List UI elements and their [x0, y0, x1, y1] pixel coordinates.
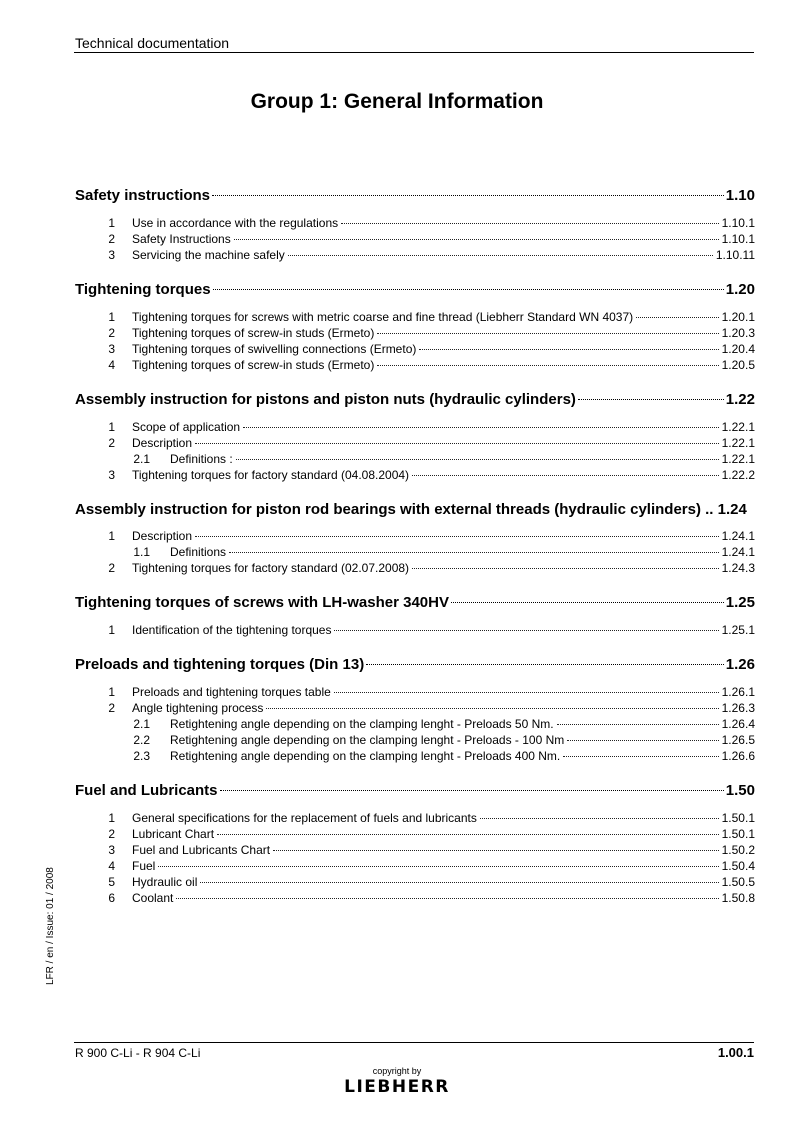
entry-number: 1 — [108, 685, 115, 699]
toc-entry[interactable] — [75, 231, 755, 247]
copyright-text: copyright by — [372, 1066, 422, 1076]
toc-entry[interactable] — [75, 325, 755, 341]
dot-leader — [273, 850, 719, 851]
toc-entry[interactable] — [75, 451, 755, 467]
entry-page: 1.22.1 — [721, 452, 755, 466]
dot-leader — [412, 475, 719, 476]
dot-leader — [412, 568, 719, 569]
dot-leader — [217, 834, 719, 835]
entry-title: Retightening angle depending on the clamping lenght - Preloads 400 Nm. — [170, 749, 561, 763]
dot-leader — [419, 349, 718, 350]
entry-page: 1.24.1 — [721, 529, 755, 543]
dot-leader — [366, 664, 724, 665]
toc-entry[interactable] — [75, 419, 755, 435]
dot-leader — [567, 740, 718, 741]
entry-page: 1.20.5 — [721, 358, 755, 372]
toc-entry[interactable] — [75, 858, 755, 874]
toc-entry[interactable] — [75, 748, 755, 764]
entry-title: Safety Instructions — [132, 232, 231, 246]
toc-entry[interactable] — [75, 810, 755, 826]
section-heading[interactable] — [75, 280, 755, 300]
entry-title: Description — [132, 436, 193, 450]
header-text: Technical documentation — [75, 35, 230, 51]
toc-entry[interactable] — [75, 890, 755, 906]
toc-entry[interactable] — [75, 435, 755, 451]
dot-leader — [158, 866, 718, 867]
section-title: Tightening torques of screws with LH-washer 340HV — [75, 594, 449, 611]
entry-number: 4 — [108, 859, 115, 873]
entry-number: 2 — [108, 827, 115, 841]
section-page: 1.10 — [725, 187, 755, 204]
section-title: Tightening torques — [75, 281, 211, 298]
entry-title: Lubricant Chart — [132, 827, 215, 841]
entry-page: 1.22.1 — [721, 420, 755, 434]
entry-title: Hydraulic oil — [132, 875, 198, 889]
toc-entry[interactable] — [75, 467, 755, 483]
entry-title: Tightening torques for screws with metric coarse and fine thread (Liebherr Standard WN 4037) — [132, 310, 634, 324]
toc-entry[interactable] — [75, 874, 755, 890]
entry-number: 1 — [108, 623, 115, 637]
dot-leader — [266, 708, 718, 709]
entry-number: 2 — [108, 326, 115, 340]
entry-page: 1.24.1 — [721, 545, 755, 559]
toc-entry[interactable] — [75, 341, 755, 357]
entry-page: 1.22.1 — [721, 436, 755, 450]
toc-section — [75, 280, 755, 373]
dot-leader — [195, 443, 719, 444]
dot-leader — [451, 602, 724, 603]
toc-entry[interactable] — [75, 215, 755, 231]
entry-title: Definitions : — [170, 452, 233, 466]
entry-number: 1 — [108, 420, 115, 434]
entry-number: 2.1 — [133, 717, 150, 731]
entry-number: 4 — [108, 358, 115, 372]
entry-page: 1.50.1 — [721, 811, 755, 825]
entry-number: 3 — [108, 843, 115, 857]
entry-title: Tightening torques of swivelling connections (Ermeto) — [132, 342, 417, 356]
entry-page: 1.20.1 — [721, 310, 755, 324]
section-page: 1.26 — [725, 656, 755, 673]
entry-title: Preloads and tightening torques table — [132, 685, 331, 699]
entry-number: 5 — [108, 875, 115, 889]
entry-title: Definitions — [170, 545, 227, 559]
toc-section — [75, 186, 755, 263]
entry-title: Use in accordance with the regulations — [132, 216, 339, 230]
entry-page: 1.26.1 — [721, 685, 755, 699]
entry-number: 1 — [108, 529, 115, 543]
section-page: 1.50 — [725, 782, 755, 799]
entry-page: 1.26.6 — [721, 749, 755, 763]
toc-entry[interactable] — [75, 716, 755, 732]
dot-leader — [377, 365, 718, 366]
toc-entry[interactable] — [75, 684, 755, 700]
entry-number: 1 — [108, 310, 115, 324]
entry-page: 1.10.11 — [715, 248, 755, 262]
entry-page: 1.50.8 — [721, 891, 755, 905]
table-of-contents — [75, 186, 755, 923]
dot-leader — [578, 399, 724, 400]
section-title: Safety instructions — [75, 187, 211, 204]
dot-leader — [212, 195, 724, 196]
section-heading[interactable] — [75, 781, 755, 801]
entry-page: 1.26.3 — [721, 701, 755, 715]
dot-leader — [236, 459, 719, 460]
dot-leader — [234, 239, 719, 240]
entry-number: 3 — [108, 342, 115, 356]
section-title: Preloads and tightening torques (Din 13) — [75, 656, 365, 673]
footer-page-number: 1.00.1 — [717, 1045, 754, 1060]
section-page: 1.22 — [725, 391, 755, 408]
liebherr-logo: LIEBHERR — [344, 1077, 450, 1097]
toc-entry[interactable] — [75, 622, 755, 638]
entry-page: 1.10.1 — [721, 216, 755, 230]
toc-entry[interactable] — [75, 732, 755, 748]
entry-page: 1.50.2 — [721, 843, 755, 857]
dot-leader — [563, 756, 718, 757]
dot-leader — [243, 427, 719, 428]
section-heading[interactable] — [75, 500, 755, 519]
dot-leader — [341, 223, 719, 224]
toc-section — [75, 500, 755, 576]
toc-entry[interactable] — [75, 309, 755, 325]
toc-entry[interactable] — [75, 528, 755, 544]
entry-title: Tightening torques of screw-in studs (Ermeto) — [132, 326, 375, 340]
entry-title: Identification of the tightening torques — [132, 623, 332, 637]
toc-entry[interactable] — [75, 700, 755, 716]
entry-title: Fuel and Lubricants Chart — [132, 843, 271, 857]
toc-section — [75, 655, 755, 764]
entry-page: 1.10.1 — [721, 232, 755, 246]
dot-leader — [213, 289, 724, 290]
toc-entry[interactable] — [75, 544, 755, 560]
footer-models: R 900 C-Li - R 904 C-Li — [75, 1046, 201, 1060]
entry-number: 1 — [108, 216, 115, 230]
section-title: Fuel and Lubricants — [75, 782, 218, 799]
dot-leader — [220, 790, 724, 791]
entry-title: Coolant — [132, 891, 174, 905]
section-heading[interactable] — [75, 390, 755, 410]
dot-leader — [200, 882, 718, 883]
toc-section — [75, 593, 755, 638]
entry-number: 3 — [108, 248, 115, 262]
entry-number: 2 — [108, 561, 115, 575]
entry-number: 2.1 — [133, 452, 150, 466]
entry-title: Tightening torques of screw-in studs (Ermeto) — [132, 358, 375, 372]
section-heading[interactable] — [75, 186, 755, 206]
toc-entry[interactable] — [75, 357, 755, 373]
entry-title: Retightening angle depending on the clamping lenght - Preloads - 100 Nm — [170, 733, 565, 747]
entry-page: 1.25.1 — [721, 623, 755, 637]
toc-entry[interactable] — [75, 826, 755, 842]
entry-title: Scope of application — [132, 420, 241, 434]
entry-page: 1.26.5 — [721, 733, 755, 747]
section-heading[interactable] — [75, 593, 755, 613]
dot-leader — [480, 818, 719, 819]
section-title: Assembly instruction for piston rod bearings with external threads (hydraulic cylinders) .. 1.24 — [75, 501, 747, 518]
entry-title: Description — [132, 529, 193, 543]
page-title: Group 1: General Information — [250, 90, 544, 113]
section-page: 1.25 — [725, 594, 755, 611]
entry-number: 3 — [108, 468, 115, 482]
dot-leader — [334, 692, 719, 693]
entry-title: Retightening angle depending on the clamping lenght - Preloads 50 Nm. — [170, 717, 554, 731]
footer-rule — [74, 1042, 754, 1043]
entry-title: Tightening torques for factory standard (02.07.2008) — [132, 561, 410, 575]
entry-number: 1.1 — [133, 545, 150, 559]
toc-entry[interactable] — [75, 560, 755, 576]
dot-leader — [636, 317, 718, 318]
entry-number: 2.3 — [133, 749, 150, 763]
issue-note: LFR / en / Issue: 01 / 2008 — [45, 867, 56, 985]
entry-title: Angle tightening process — [132, 701, 264, 715]
dot-leader — [176, 898, 718, 899]
dot-leader — [288, 255, 713, 256]
toc-section — [75, 390, 755, 483]
entry-title: Tightening torques for factory standard (04.08.2004) — [132, 468, 410, 482]
section-page: 1.20 — [725, 281, 755, 298]
toc-entry[interactable] — [75, 247, 755, 263]
entry-page: 1.50.1 — [721, 827, 755, 841]
section-heading[interactable] — [75, 655, 755, 675]
dot-leader — [195, 536, 719, 537]
entry-page: 1.50.4 — [721, 859, 755, 873]
entry-page: 1.26.4 — [721, 717, 755, 731]
entry-number: 2 — [108, 436, 115, 450]
entry-number: 6 — [108, 891, 115, 905]
entry-page: 1.20.3 — [721, 326, 755, 340]
entry-number: 1 — [108, 811, 115, 825]
dot-leader — [557, 724, 719, 725]
entry-number: 2 — [108, 701, 115, 715]
toc-section — [75, 781, 755, 906]
dot-leader — [377, 333, 718, 334]
entry-title: General specifications for the replacement of fuels and lubricants — [132, 811, 477, 825]
entry-page: 1.50.5 — [721, 875, 755, 889]
entry-page: 1.22.2 — [721, 468, 755, 482]
entry-number: 2.2 — [133, 733, 150, 747]
entry-title: Fuel — [132, 859, 156, 873]
section-title: Assembly instruction for pistons and piston nuts (hydraulic cylinders) — [75, 391, 576, 408]
entry-title: Servicing the machine safely — [132, 248, 285, 262]
toc-entry[interactable] — [75, 842, 755, 858]
dot-leader — [334, 630, 718, 631]
entry-number: 2 — [108, 232, 115, 246]
dot-leader — [229, 552, 719, 553]
entry-page: 1.24.3 — [721, 561, 755, 575]
entry-page: 1.20.4 — [721, 342, 755, 356]
